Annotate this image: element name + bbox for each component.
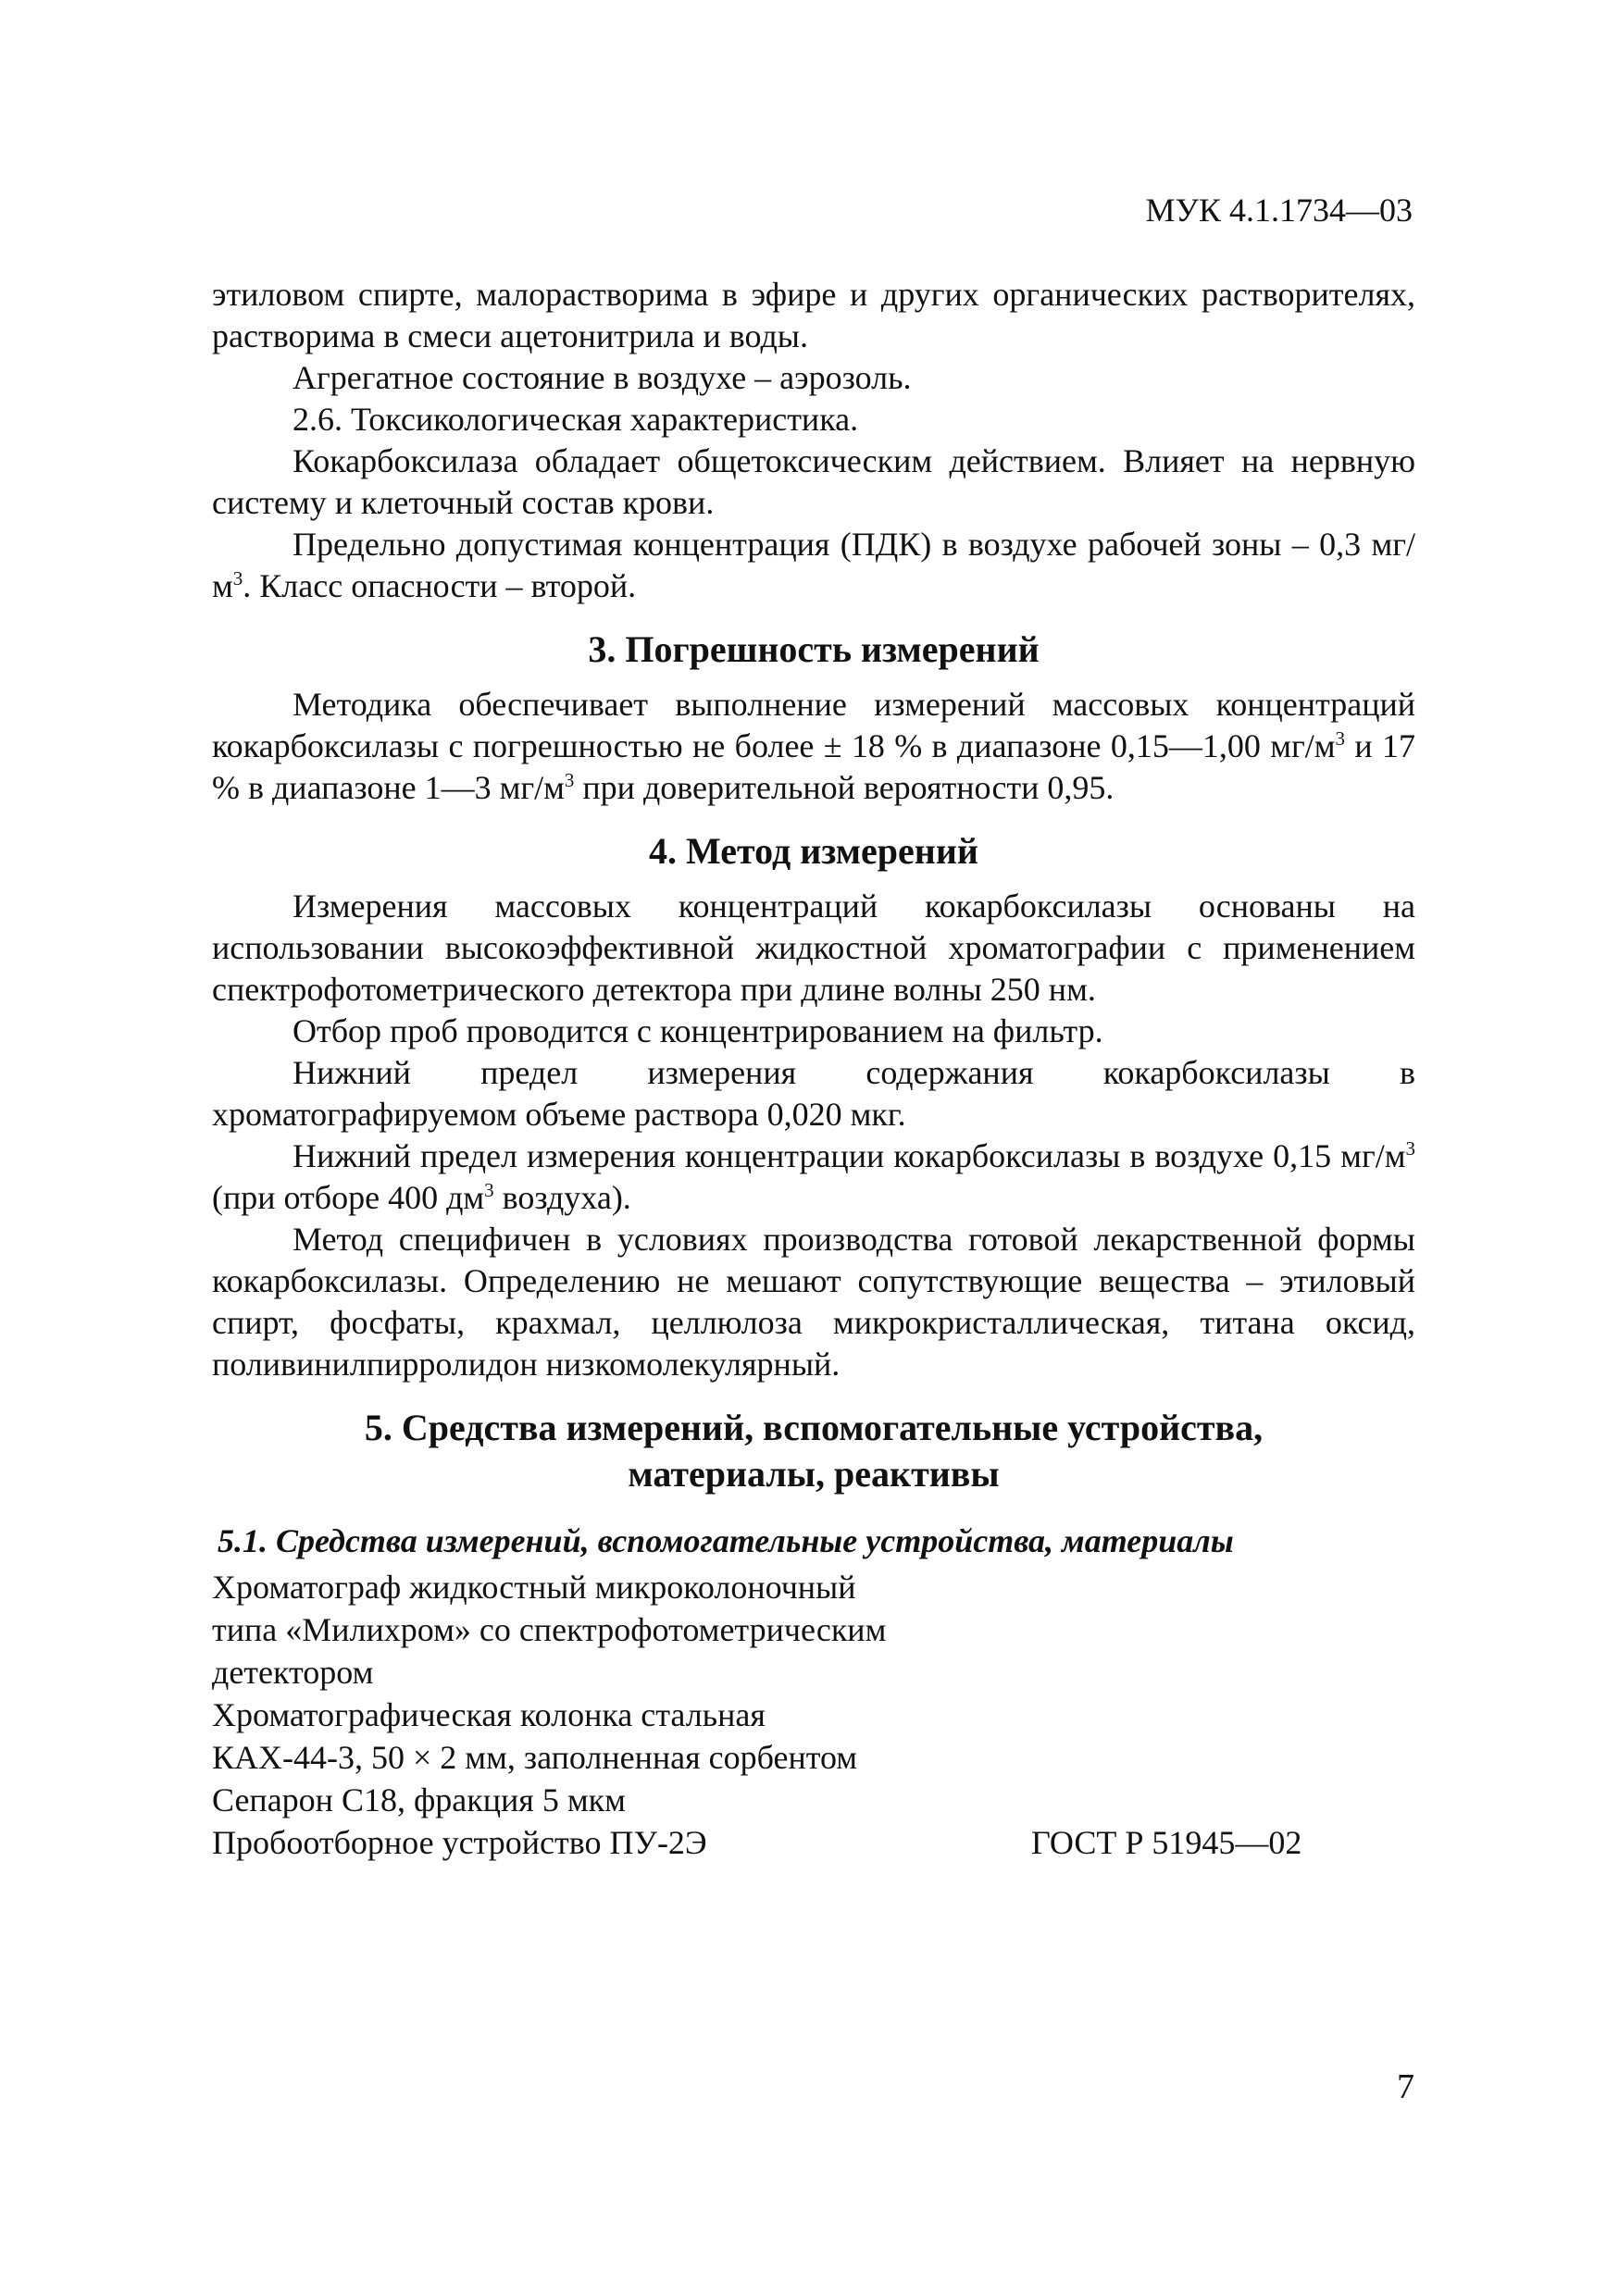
subsection-5-1-title: 5.1. Средства измерений, вспомогательные устройства, материалы [218,1522,1234,1559]
paragraph-lower-limit-concentration: Нижний предел измерения концентрации кокарбоксилазы в воздухе 0,15 $мг/м^3$ (при отборе 400 $дм^3$ воздуха). [212,1137,1415,1216]
list-item: типа «Милихром» со спектрофотометрическим [212,1611,887,1648]
list-item: детектором [212,1654,374,1691]
document-code-header: МУК 4.1.1734—03 [1145,192,1413,229]
paragraph-toxicology-heading: 2.6. Токсикологическая характеристика. [293,401,859,438]
section-5-title: 5. Средства измерений, вспомогательные устройства, материалы, реактивы [364,1407,1264,1495]
paragraph-aggregate-state: Агрегатное состояние в воздухе – аэрозоль. [293,359,912,396]
page-number: 7 [1397,2067,1414,2106]
paragraph-mac: Предельно допустимая концентрация (ПДК) в воздухе рабочей зоны – 0,3 $мг/м^3$. Класс опасности – второй. [212,526,1415,604]
paragraph-continuation: этиловом спирте, малорастворима в эфире и других органических растворителях, растворима в смеси ацетонитрила и воды. [212,276,1415,354]
section-4-title: 4. Метод измерений [649,830,978,872]
list-item: Хроматографическая колонка стальная [212,1696,766,1733]
paragraph-lower-limit-content: Нижний предел измерения содержания кокарбоксилазы в хроматографируемом объеме раствора 0,020 мкг. [212,1054,1415,1133]
document-body [212,274,1415,1864]
paragraph-specificity: Метод специфичен в условиях производства готовой лекарственной формы кокарбоксилазы. Определению не мешают сопутствующие вещества – этиловый спирт, фосфаты, крахмал, целлюлоза микрокристаллическая, титана оксид, поливинилпирролидон низкомолекулярный. [212,1221,1415,1383]
list-item: Пробоотборное устройство ПУ-2Э ГОСТ Р 51945—02 [212,1821,1415,1864]
paragraph-sampling: Отбор проб проводится с концентрированием на фильтр. [293,1012,1103,1049]
section-3-title: 3. Погрешность измерений [588,628,1040,670]
equipment-list [212,1566,1415,1864]
list-item: КАХ-44-3, 50 × 2 мм, заполненная сорбентом [212,1739,858,1776]
paragraph-toxicology: Кокарбоксилаза обладает общетоксическим действием. Влияет на нервную систему и клеточный состав крови. [212,442,1415,521]
list-item: Сепарон С18, фракция 5 мкм [212,1781,626,1818]
paragraph-method-basis: Измерения массовых концентраций кокарбоксилазы основаны на использовании высокоэффективной жидкостной хроматографии с применением спектрофотометрического детектора при длине волны 250 нм. [212,887,1415,1008]
list-item: Хроматограф жидкостный микроколоночный [212,1569,856,1606]
paragraph-error: Методика обеспечивает выполнение измерений массовых концентраций кокарбоксилазы с погрешностью не более ± 18 % в диапазоне 0,15—1,00 $мг/м^3$ и 17 % в диапазоне 1—3 $мг/м^3$ при доверительной вероятности 0,95. [212,686,1416,806]
standard-reference: ГОСТ Р 51945—02 [1031,1824,1302,1861]
